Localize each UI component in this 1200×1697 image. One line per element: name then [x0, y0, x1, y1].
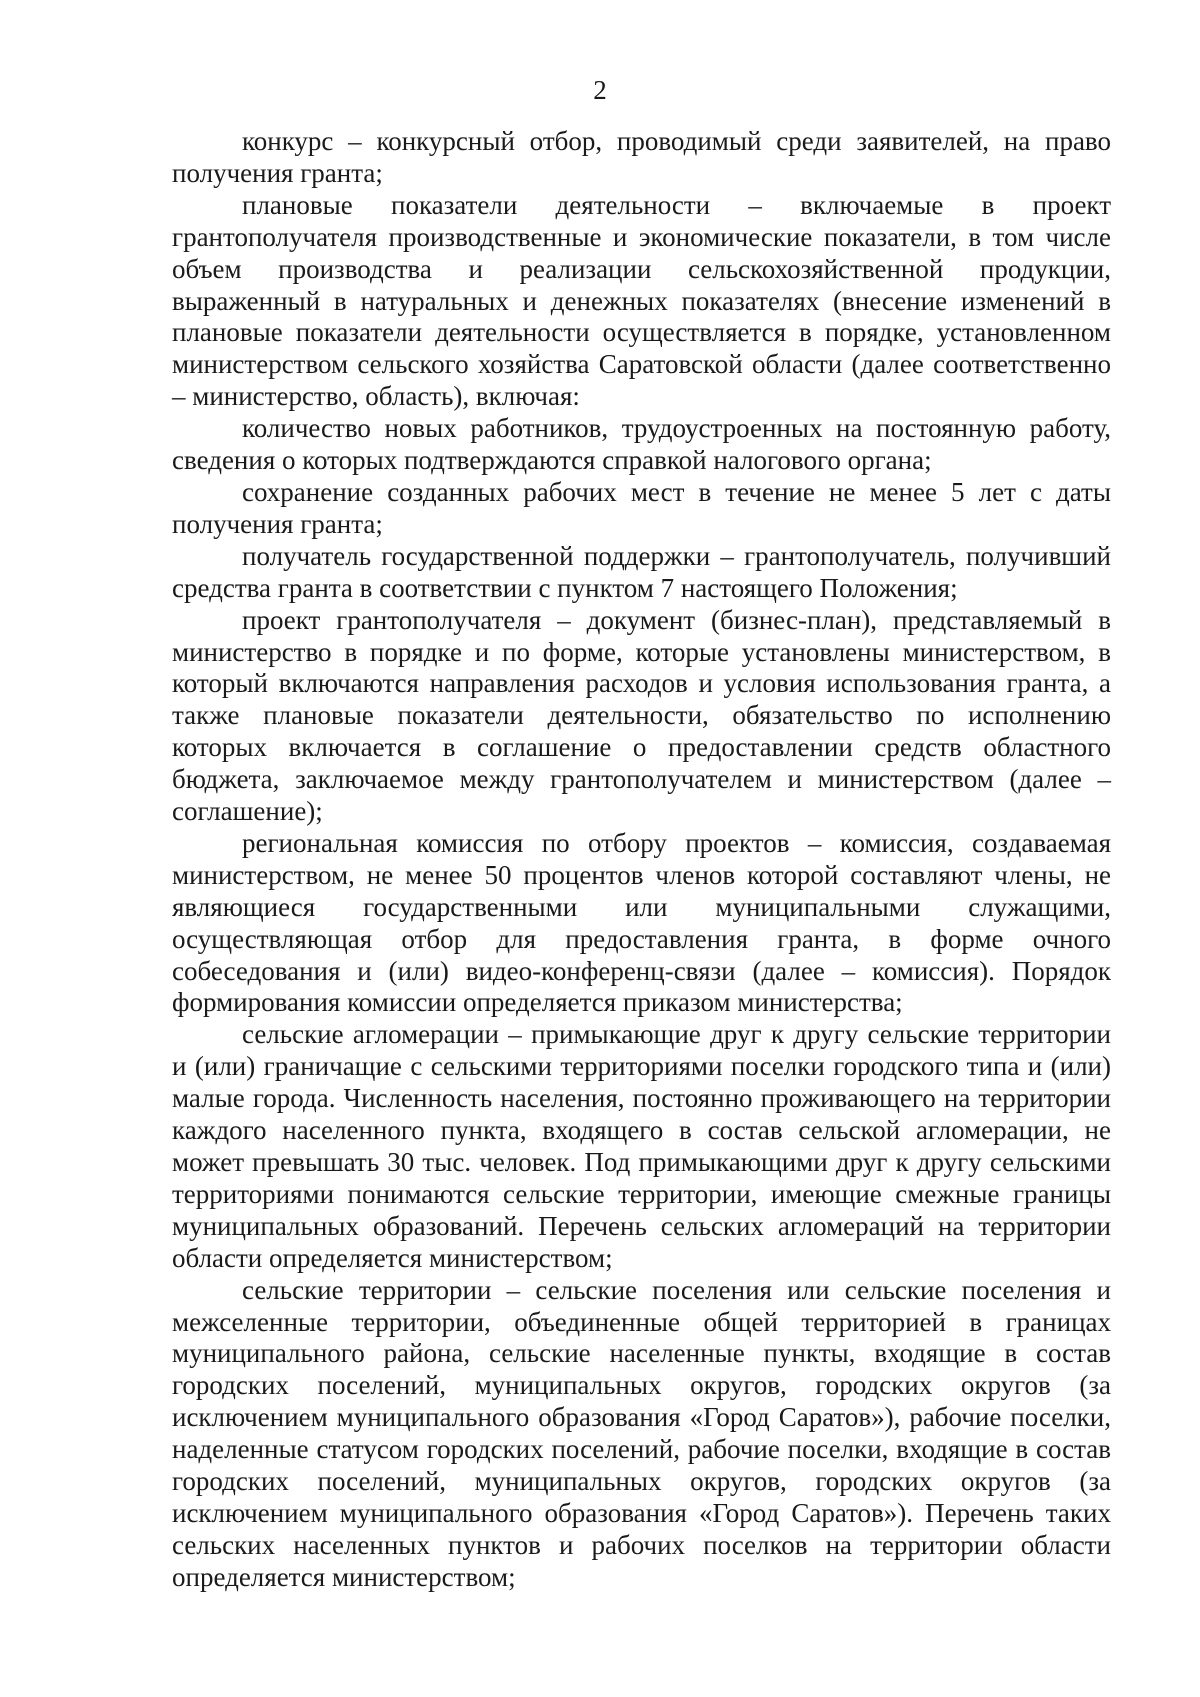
document-body: [172, 126, 1111, 1594]
paragraph-regionalnaya-komissiya: региональная комиссия по отбору проектов – комиссия, создаваемая министерством, не менее 50 процентов членов которой составляют члены, не являющиеся государственными или муниципальными служащими, осуществляющая отбор для предоставления гранта, в форме очного собеседования и (или) видео-конференц-связи (далее – комиссия). Порядок формирования комиссии определяется приказом министерства;: [172, 827, 1111, 1018]
paragraph-selskie-territorii: сельские территории – сельские поселения или сельские поселения и межселенные территории, объединенные общей территорией в границах муниципального района, сельские населенные пункты, входящие в состав городских поселений, муниципальных округов, городских округов (за исключением муниципального образования «Город Саратов»), рабочие поселки, наделенные статусом городских поселений, рабочие поселки, входящие в состав городских поселений, муниципальных округов, городских округов (за исключением муниципального образования «Город Саратов»). Перечень таких сельских населенных пунктов и рабочих поселков на территории области определяется министерством;: [172, 1274, 1111, 1592]
paragraph-selskie-aglomeratsii: сельские агломерации – примыкающие друг к другу сельские территории и (или) граничащие с сельскими территориями поселки городского типа и (или) малые города. Численность населения, постоянно проживающего на территории каждого населенного пункта, входящего в состав сельской агломерации, не может превышать 30 тыс. человек. Под примыкающими друг к другу сельскими территориями понимаются сельские территории, имеющие смежные границы муниципальных образований. Перечень сельских агломераций на территории области определяется министерством;: [172, 1019, 1111, 1273]
paragraph-sokhranenie-mest: сохранение созданных рабочих мест в течение не менее 5 лет с даты получения гранта;: [172, 476, 1111, 539]
paragraph-poluchatel-podderzhki: получатель государственной поддержки – грантополучатель, получивший средства гранта в соответствии с пунктом 7 настоящего Положения;: [172, 540, 1111, 603]
paragraph-konkurs: конкурс – конкурсный отбор, проводимый среди заявителей, на право получения гранта;: [172, 126, 1111, 188]
paragraph-kolichestvo-rabotnikov: количество новых работников, трудоустроенных на постоянную работу, сведения о которых подтверждаются справкой налогового органа;: [172, 413, 1111, 476]
paragraph-proekt-grantopoluchatelya: проект грантополучателя – документ (бизнес-план), представляемый в министерство в порядке и по форме, которые установлены министерством, в который включаются направления расходов и условия использования гранта, а также плановые показатели деятельности, обязательство по исполнению которых включается в соглашение о предоставлении средств областного бюджета, заключаемое между грантополучателем и министерством (далее – соглашение);: [172, 604, 1111, 827]
paragraph-planovye-pokazateli: плановые показатели деятельности – включаемые в проект грантополучателя производственные и экономические показатели, в том числе объем производства и реализации сельскохозяйственной продукции, выраженный в натуральных и денежных показателях (внесение изменений в плановые показатели деятельности осуществляется в порядке, установленном министерством сельского хозяйства Саратовской области (далее соответственно – министерство, область), включая:: [172, 189, 1111, 412]
page-number: 2: [593, 75, 607, 105]
